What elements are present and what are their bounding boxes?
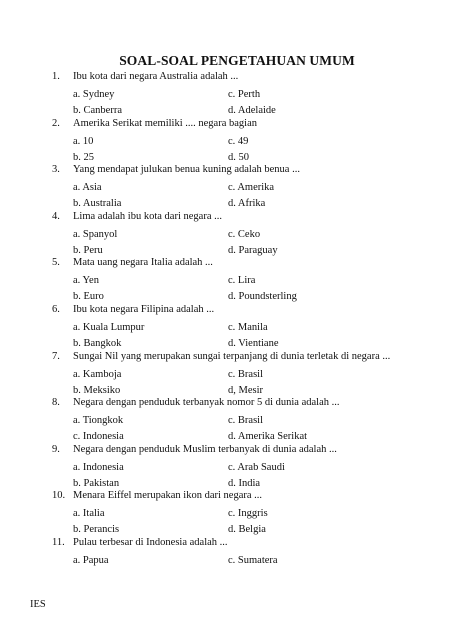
option-d: d. Belgia	[228, 524, 266, 536]
question-8	[52, 396, 432, 443]
option-b: b. Pakistan	[73, 477, 120, 489]
option-row	[73, 274, 413, 288]
option-c: c. Inggris	[228, 508, 268, 520]
question-text	[52, 70, 238, 84]
question-number: 8.	[52, 397, 60, 409]
option-a: a. Asia	[73, 182, 102, 194]
option-c: c. Brasil	[228, 368, 263, 380]
question-prompt: Sungai Nil yang merupakan sungai terpanjang di dunia terletak di negara ...	[73, 350, 391, 362]
option-row	[73, 554, 413, 568]
question-11	[52, 536, 432, 583]
question-text	[52, 489, 262, 503]
option-b: b. Peru	[73, 244, 103, 256]
option-a: a. Italia	[73, 508, 105, 520]
option-row	[73, 88, 413, 102]
option-c: c. Brasil	[228, 415, 263, 427]
question-text	[52, 536, 228, 550]
option-d: d. India	[228, 477, 261, 489]
question-number: 6.	[52, 303, 60, 315]
option-a: a. Indonesia	[73, 461, 124, 473]
question-text	[52, 256, 213, 270]
question-prompt: Ibu kota dari negara Australia adalah ...	[73, 71, 239, 82]
option-row	[73, 368, 413, 382]
option-row	[73, 507, 413, 521]
question-number: 11.	[52, 536, 65, 548]
option-d: d. Adelaide	[228, 105, 276, 116]
question-2	[52, 117, 432, 164]
option-a: a. Sydney	[73, 89, 115, 100]
question-text	[52, 163, 300, 177]
option-d: d. Amerika Serikat	[228, 431, 308, 443]
option-d: d, Mesir	[228, 384, 263, 396]
option-row	[73, 181, 413, 195]
option-b: b. Euro	[73, 291, 104, 303]
option-d: d. Poundsterling	[228, 291, 297, 303]
option-a: a. 10	[73, 135, 94, 147]
question-number: 1.	[52, 71, 60, 82]
question-9	[52, 443, 432, 490]
option-b: b. Meksiko	[73, 384, 121, 396]
option-c: c. Amerika	[228, 182, 275, 194]
option-c: c. Sumatera	[228, 554, 278, 566]
option-d: d. Paraguay	[228, 244, 278, 256]
option-c: c. 49	[228, 135, 249, 147]
question-prompt: Mata uang negara Italia adalah ...	[73, 257, 213, 269]
option-b: c. Indonesia	[73, 431, 124, 443]
option-a: a. Spanyol	[73, 228, 118, 240]
question-text	[52, 350, 390, 364]
page-footer: IES	[30, 599, 46, 610]
question-number: 9.	[52, 443, 60, 455]
option-b: b. Canberra	[73, 105, 122, 116]
question-number: 5.	[52, 257, 60, 269]
question-prompt: Pulau terbesar di Indonesia adalah ...	[73, 536, 228, 548]
question-10	[52, 489, 432, 536]
question-prompt: Amerika Serikat memiliki .... negara bagian	[73, 117, 257, 129]
question-number: 4.	[52, 210, 60, 222]
option-a: a. Yen	[73, 275, 99, 287]
question-prompt: Negara dengan penduduk terbanyak nomor 5 di dunia adalah ...	[73, 397, 340, 409]
option-row	[73, 228, 413, 242]
question-number: 7.	[52, 350, 60, 362]
option-a: a. Kamboja	[73, 368, 122, 380]
option-d: d. Vientiane	[228, 337, 279, 349]
option-a: a. Tiongkok	[73, 415, 124, 427]
option-b: b. Bangkok	[73, 337, 122, 349]
question-list	[52, 70, 432, 583]
question-number: 2.	[52, 117, 60, 129]
question-prompt: Ibu kota negara Filipina adalah ...	[73, 303, 215, 315]
option-row	[73, 414, 413, 428]
question-5	[52, 256, 432, 303]
question-6	[52, 303, 432, 350]
option-c: c. Perth	[228, 89, 261, 100]
question-text	[52, 396, 340, 410]
question-prompt: Yang mendapat julukan benua kuning adalah benua ...	[73, 164, 300, 176]
option-a: a. Kuala Lumpur	[73, 321, 145, 333]
option-c: c. Lira	[228, 275, 256, 287]
option-row	[73, 135, 413, 149]
question-7	[52, 350, 432, 397]
question-prompt: Menara Eiffel merupakan ikon dari negara ...	[73, 490, 263, 502]
option-b: b. Perancis	[73, 524, 120, 536]
option-b: b. 25	[73, 151, 94, 163]
question-text	[52, 117, 257, 131]
question-prompt: Lima adalah ibu kota dari negara ...	[73, 210, 222, 222]
option-d: d. 50	[228, 151, 249, 163]
option-c: c. Arab Saudi	[228, 461, 285, 473]
question-text	[52, 210, 222, 224]
question-text	[52, 443, 337, 457]
question-4	[52, 210, 432, 257]
option-d: d. Afrika	[228, 198, 266, 210]
option-c: c. Ceko	[228, 228, 261, 240]
option-row	[73, 461, 413, 475]
option-b: b. Australia	[73, 198, 122, 210]
page-title: SOAL-SOAL PENGETAHUAN UMUM	[119, 53, 355, 68]
option-a: a. Papua	[73, 554, 109, 566]
question-prompt: Negara dengan penduduk Muslim terbanyak di dunia adalah ...	[73, 443, 337, 455]
question-3	[52, 163, 432, 210]
question-number: 3.	[52, 164, 60, 176]
option-c: c. Manila	[228, 321, 268, 333]
question-number: 10.	[52, 490, 66, 502]
question-text	[52, 303, 214, 317]
option-row	[73, 321, 413, 335]
question-1	[52, 70, 432, 117]
